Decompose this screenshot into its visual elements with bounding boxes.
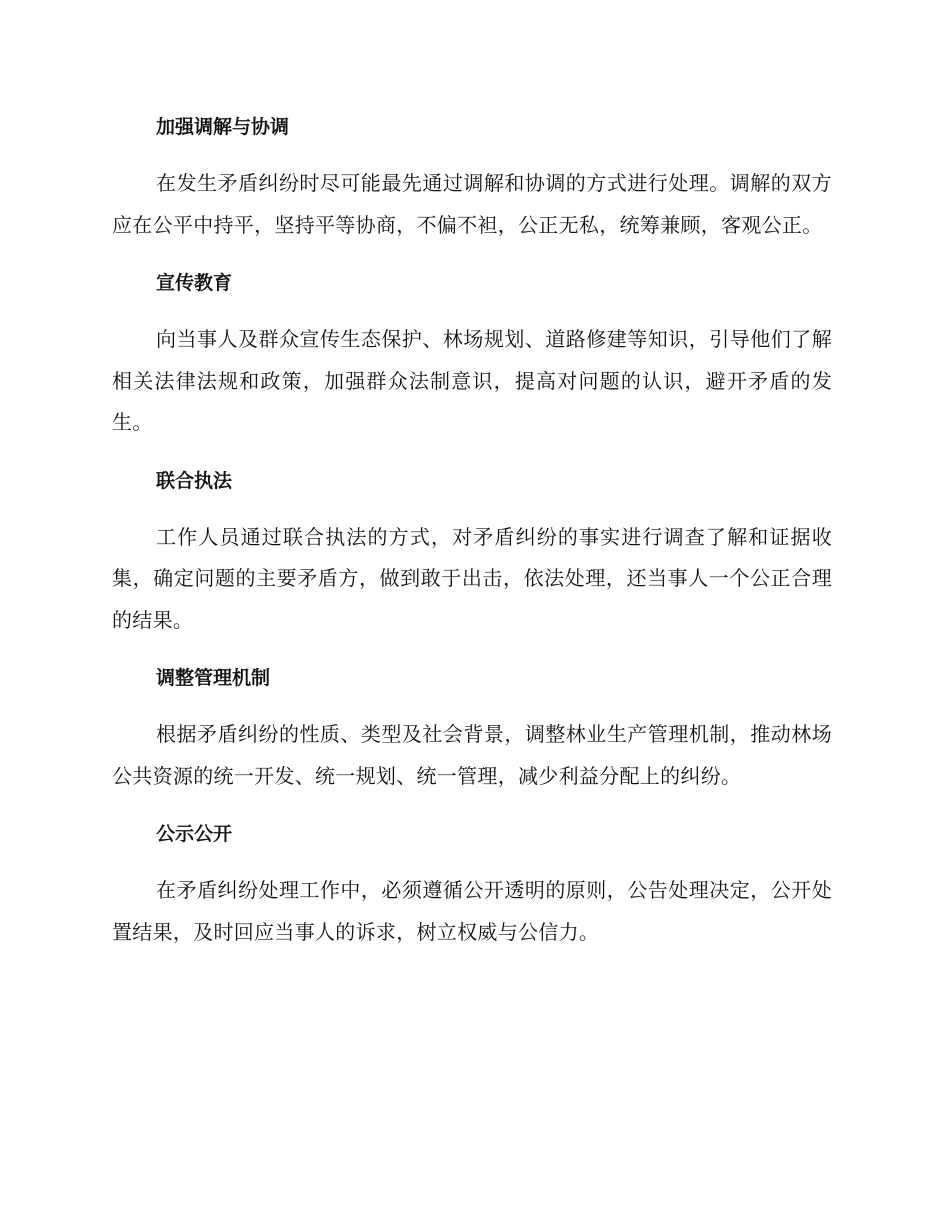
section-public-disclosure [112,819,832,953]
section-paragraph: 在矛盾纠纷处理工作中，必须遵循公开透明的原则，公告处理决定，公开处置结果，及时回应当事人的诉求，树立权威与公信力。 [112,878,832,944]
section-paragraph: 在发生矛盾纠纷时尽可能最先通过调解和协调的方式进行处理。调解的双方应在公平中持平，坚持平等协商，不偏不袒，公正无私，统筹兼顾，客观公正。 [112,171,832,237]
section-heading: 联合执法 [156,469,233,492]
section-paragraph: 工作人员通过联合执法的方式，对矛盾纠纷的事实进行调查了解和证据收集，确定问题的主要矛盾方，做到敢于出击，依法处理，还当事人一个公正合理的结果。 [112,524,832,632]
section-paragraph: 向当事人及群众宣传生态保护、林场规划、道路修建等知识，引导他们了解相关法律法规和政策，加强群众法制意识，提高对问题的认识，避开矛盾的发生。 [112,327,832,434]
document-content [112,112,832,953]
section-publicity-education [112,268,832,444]
section-management-mechanism [112,663,832,797]
section-mediation [112,112,832,246]
section-joint-enforcement [112,466,832,642]
section-heading: 调整管理机制 [156,667,271,689]
section-paragraph: 根据矛盾纠纷的性质、类型及社会背景，调整林业生产管理机制，推动林场公共资源的统一开发、统一规划、统一管理，减少利益分配上的纠纷。 [112,722,832,788]
section-heading: 加强调解与协调 [156,116,290,138]
section-heading: 公示公开 [156,823,233,845]
section-heading: 宣传教育 [156,272,233,294]
